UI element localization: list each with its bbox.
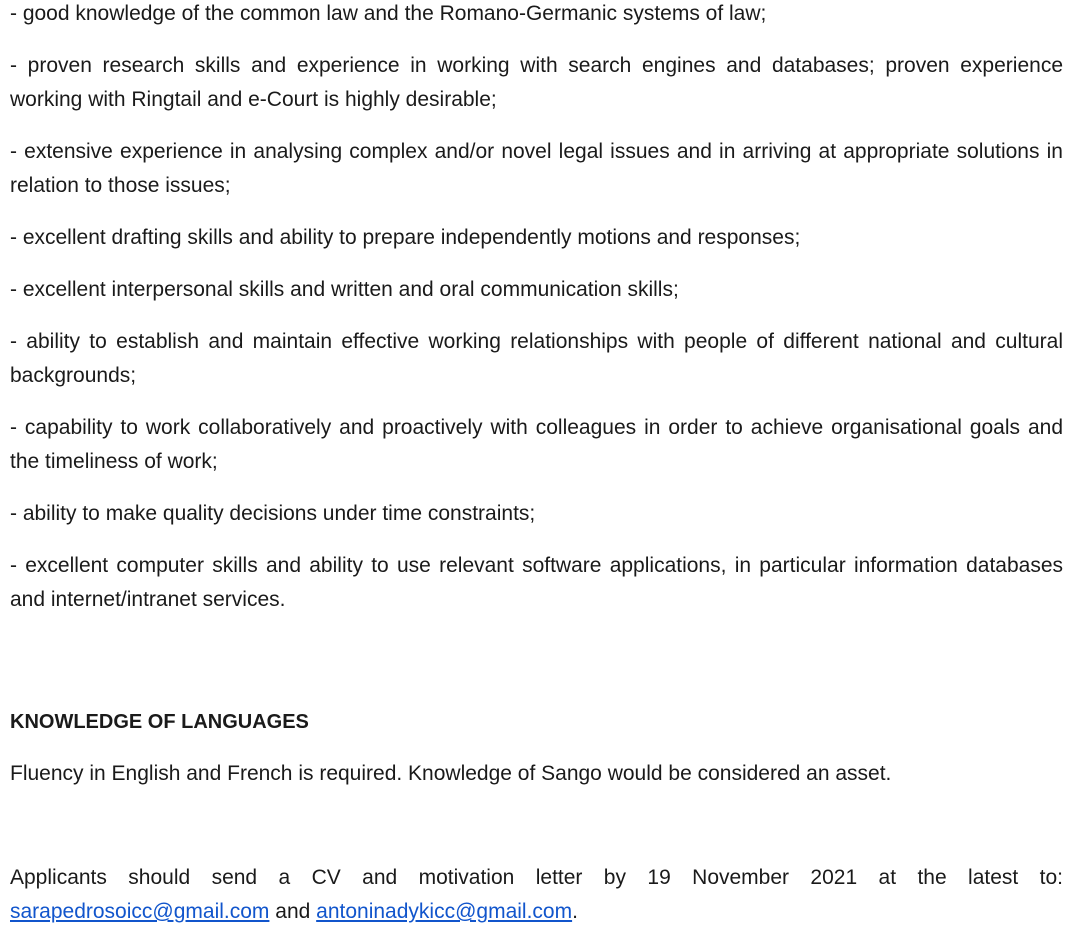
requirement-item: - extensive experience in analysing complex and/or novel legal issues and in arriving at appropriate solutions in relation to those issues; bbox=[10, 140, 1063, 197]
requirement-item: - excellent drafting skills and ability to prepare independently motions and responses; bbox=[10, 226, 801, 249]
requirement-item: - excellent interpersonal skills and written and oral communication skills; bbox=[10, 278, 679, 301]
conjunction-text: and bbox=[275, 900, 311, 923]
application-text: Applicants should send a CV and motivation letter by 19 November 2021 at the latest to: bbox=[10, 866, 1063, 889]
terminator-text: . bbox=[572, 900, 578, 923]
requirement-item: - ability to make quality decisions under time constraints; bbox=[10, 502, 536, 525]
requirement-item: - good knowledge of the common law and the Romano-Germanic systems of law; bbox=[10, 2, 767, 25]
requirement-item: - excellent computer skills and ability to use relevant software applications, in particular information databases and internet/intranet services. bbox=[10, 554, 1063, 611]
email-link-2[interactable]: antoninadykicc@gmail.com bbox=[316, 900, 573, 923]
requirement-item: - capability to work collaboratively and proactively with colleagues in order to achieve organisational goals and the timeliness of work; bbox=[10, 416, 1063, 473]
section-spacer bbox=[10, 635, 1063, 705]
application-instructions bbox=[10, 861, 1063, 929]
email-link-1[interactable]: sarapedrosoicc@gmail.com bbox=[10, 900, 270, 923]
requirement-item: - ability to establish and maintain effective working relationships with people of different national and cultural backgrounds; bbox=[10, 330, 1063, 387]
document-page bbox=[10, 0, 1063, 929]
section-spacer bbox=[10, 791, 1063, 861]
languages-text: Fluency in English and French is required. Knowledge of Sango would be considered an asset. bbox=[10, 762, 892, 785]
languages-heading: KNOWLEDGE OF LANGUAGES bbox=[10, 711, 309, 733]
requirement-item: - proven research skills and experience in working with search engines and databases; proven experience working with Ringtail and e-Court is highly desirable; bbox=[10, 54, 1063, 111]
